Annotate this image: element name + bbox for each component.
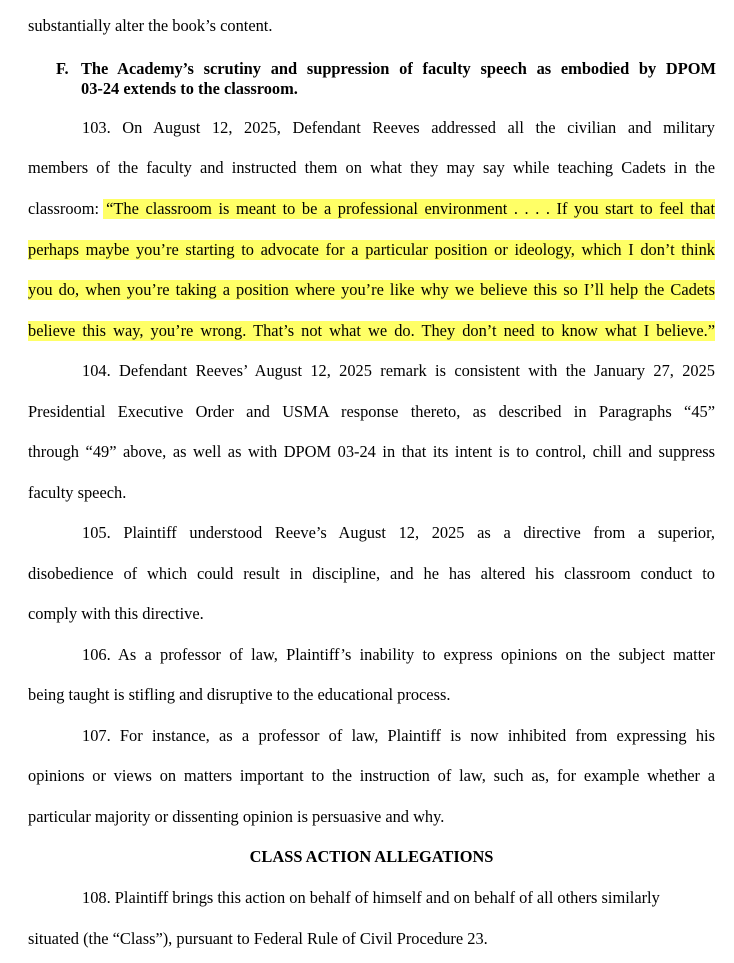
p103-quote-highlight-1: “The classroom is meant to be a professional environment . . . . If you start to feel that — [103, 199, 715, 219]
p106-line-2: being taught is stifling and disruptive to the educational process. — [28, 685, 451, 704]
p103-quote-highlight-3: you do, when you’re taking a position where you’re like why we believe this so I’ll help the Cadets — [28, 280, 715, 299]
p103-line-6 — [28, 321, 715, 341]
section-f-letter: F. — [56, 59, 69, 78]
p107-line-1: 107. For instance, as a professor of law, Plaintiff is now inhibited from expressing his — [82, 726, 715, 745]
p105-line-1: 105. Plaintiff understood Reeve’s August 12, 2025 as a directive from a superior, — [82, 523, 715, 542]
p108-line-1: 108. Plaintiff brings this action on behalf of himself and on behalf of all others similarly — [82, 888, 660, 907]
p103-line-2: members of the faculty and instructed them on what they may say while teaching Cadets in the — [28, 158, 715, 177]
section-f-title-line-1: The Academy’s scrutiny and suppression of faculty speech as embodied by DPOM — [81, 59, 716, 78]
p104-line-2: Presidential Executive Order and USMA response thereto, as described in Paragraphs “45” — [28, 402, 715, 421]
p107-line-2: opinions or views on matters important to the instruction of law, such as, for example whether a — [28, 766, 715, 785]
p108-line-2: situated (the “Class”), pursuant to Federal Rule of Civil Procedure 23. — [28, 929, 488, 948]
p103-quote-highlight-4: believe this way, you’re wrong. That’s not what we do. They don’t need to know what I believe.” — [28, 321, 715, 340]
p107-line-3: particular majority or dissenting opinion is persuasive and why. — [28, 807, 445, 826]
paragraph-tail-line: substantially alter the book’s content. — [28, 16, 273, 35]
section-f-title-line-2: 03-24 extends to the classroom. — [81, 79, 298, 98]
p105-line-2: disobedience of which could result in discipline, and he has altered his classroom conduct to — [28, 564, 715, 583]
class-action-heading: CLASS ACTION ALLEGATIONS — [249, 847, 494, 866]
p103-line-4 — [28, 240, 715, 260]
p104-line-3: through “49” above, as well as with DPOM 03-24 in that its intent is to control, chill and suppress — [28, 442, 715, 461]
p103-line-3-plain: classroom: — [28, 199, 104, 218]
p104-line-1: 104. Defendant Reeves’ August 12, 2025 remark is consistent with the January 27, 2025 — [82, 361, 715, 380]
p103-line-3 — [28, 199, 715, 219]
p106-line-1: 106. As a professor of law, Plaintiff’s inability to express opinions on the subject matter — [82, 645, 715, 664]
p103-quote-highlight-2: perhaps maybe you’re starting to advocate for a particular position or ideology, which I don’t think — [28, 240, 715, 259]
p104-line-4: faculty speech. — [28, 483, 127, 502]
p103-line-5 — [28, 280, 715, 300]
p103-line-1: 103. On August 12, 2025, Defendant Reeves addressed all the civilian and military — [82, 118, 715, 137]
p105-line-3: comply with this directive. — [28, 604, 204, 623]
